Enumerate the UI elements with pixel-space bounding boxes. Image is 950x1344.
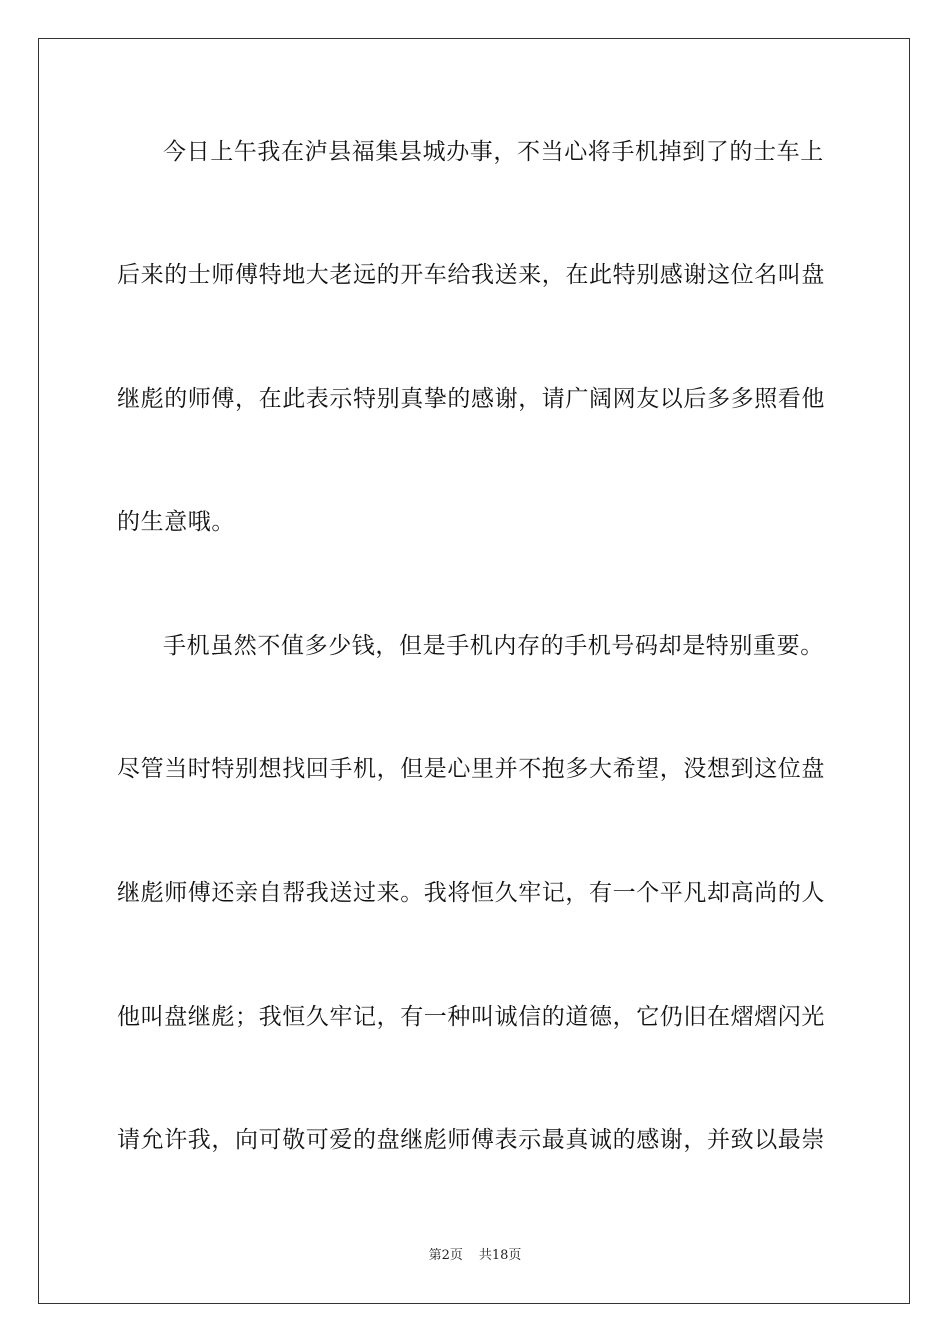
paragraph-line: 今日上午我在泸县福集县城办事，不当心将手机掉到了的士车上 <box>163 139 824 165</box>
paragraph-line: 请允许我，向可敬可爱的盘继彪师傅表示最真诚的感谢，并致以最崇 <box>117 1127 825 1153</box>
page-border <box>38 38 910 1304</box>
paragraph-line: 他叫盘继彪；我恒久牢记，有一种叫诚信的道德，它仍旧在熠熠闪光 <box>117 1004 825 1030</box>
paragraph-line: 继彪的师傅，在此表示特别真挚的感谢，请广阔网友以后多多照看他 <box>117 386 825 412</box>
paragraph-line: 手机虽然不值多少钱，但是手机内存的手机号码却是特别重要。 <box>163 633 824 659</box>
paragraph-line: 尽管当时特别想找回手机，但是心里并不抱多大希望，没想到这位盘 <box>117 756 825 782</box>
paragraph-line: 的生意哦。 <box>117 509 235 535</box>
page-footer <box>0 1244 950 1263</box>
page-number: 第2页 <box>428 1248 463 1263</box>
paragraph-line: 继彪师傅还亲自帮我送过来。我将恒久牢记，有一个平凡却高尚的人 <box>117 880 825 906</box>
page-total: 共18页 <box>478 1248 522 1263</box>
paragraph-line: 后来的士师傅特地大老远的开车给我送来，在此特别感谢这位名叫盘 <box>117 262 825 288</box>
